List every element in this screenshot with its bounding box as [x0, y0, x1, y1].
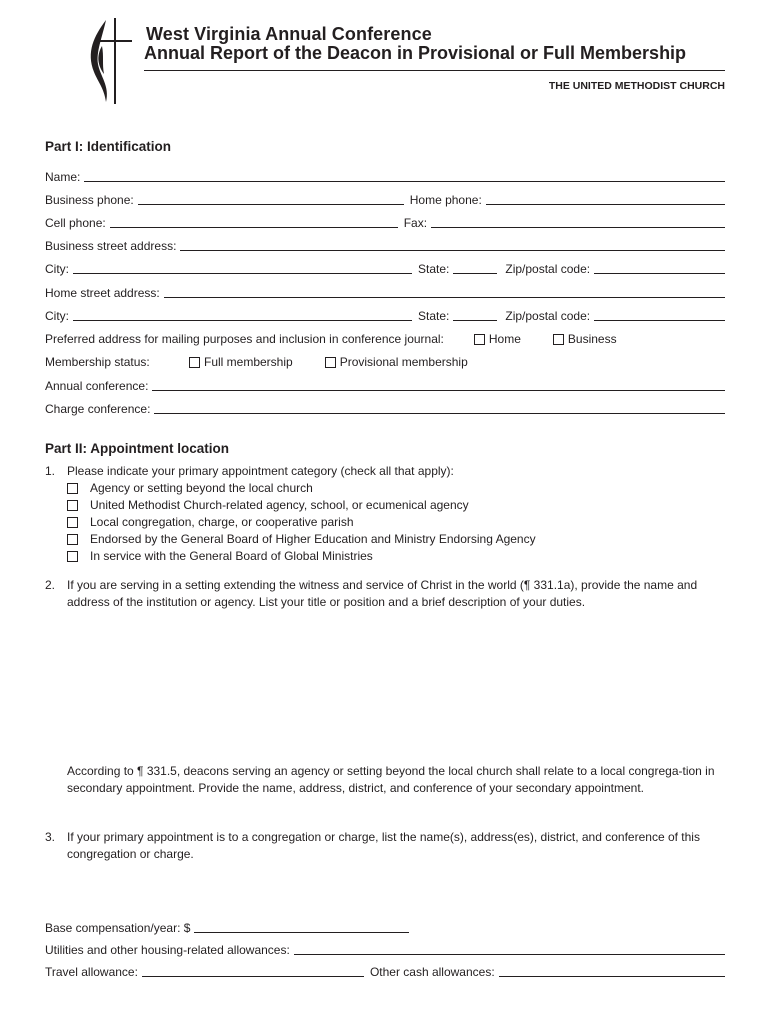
category-option[interactable]: [67, 498, 469, 512]
travel-allowance-field[interactable]: [142, 964, 364, 977]
question-2-text: If you are serving in a setting extending the witness and service of Christ in the world (¶ 331.1a), provide the name and address of the institution or agency. List your title or position and a brief description of your duties.: [67, 578, 698, 609]
business-address-field[interactable]: [180, 238, 725, 251]
business-option[interactable]: [553, 332, 617, 346]
category-label: Endorsed by the General Board of Higher Education and Ministry Endorsing Agency: [90, 532, 536, 546]
full-membership-label: Full membership: [204, 355, 293, 369]
category-label: In service with the General Board of Global Ministries: [90, 549, 373, 563]
home-address-field[interactable]: [164, 285, 725, 298]
question-1: [45, 463, 725, 480]
preferred-address-row: [45, 328, 725, 346]
question-3: [45, 829, 725, 863]
business-phone-field[interactable]: [138, 192, 404, 205]
full-membership-option[interactable]: [189, 355, 293, 369]
preferred-address-label: Preferred address for mailing purposes and inclusion in conference journal:: [45, 332, 444, 346]
fax-field[interactable]: [431, 215, 725, 228]
home-phone-label: Home phone:: [409, 193, 482, 207]
home-phone-field[interactable]: [486, 192, 725, 205]
other-cash-label: Other cash allowances:: [369, 965, 495, 979]
provisional-membership-label: Provisional membership: [339, 355, 468, 369]
name-field[interactable]: [84, 169, 725, 182]
home-option-label: Home: [488, 332, 521, 346]
home-city-row: [45, 305, 725, 323]
cell-fax-row: [45, 212, 725, 230]
allowances-row: [45, 961, 725, 979]
phone-row: [45, 189, 725, 207]
part1-title: Part I: Identification: [45, 139, 172, 154]
provisional-membership-option[interactable]: [325, 355, 468, 369]
business-address-label: Business street address:: [45, 239, 177, 253]
base-compensation-row: [45, 917, 409, 935]
category-option[interactable]: [67, 515, 354, 529]
annual-conference-label: Annual conference:: [45, 379, 149, 393]
zip-label: Zip/postal code:: [505, 262, 591, 276]
utilities-row: [45, 939, 725, 957]
header-divider: [144, 70, 725, 71]
membership-row: [45, 351, 725, 369]
home-option[interactable]: [474, 332, 521, 346]
city-label: City:: [45, 309, 69, 323]
name-row: [45, 166, 725, 184]
category-option[interactable]: [67, 532, 536, 546]
provisional-membership-checkbox[interactable]: [325, 357, 336, 368]
full-membership-checkbox[interactable]: [189, 357, 200, 368]
travel-allowance-label: Travel allowance:: [45, 965, 138, 979]
question-1-number: 1.: [45, 464, 56, 478]
question-3-number: 3.: [45, 830, 56, 844]
category-checkbox[interactable]: [67, 500, 78, 511]
question-1-text: Please indicate your primary appointment category (check all that apply):: [67, 464, 454, 478]
city-label: City:: [45, 262, 69, 276]
other-cash-field[interactable]: [499, 964, 725, 977]
fax-label: Fax:: [403, 216, 428, 230]
charge-conference-row: [45, 398, 725, 416]
business-checkbox[interactable]: [553, 334, 564, 345]
part2-title: Part II: Appointment location: [45, 441, 229, 456]
business-option-label: Business: [567, 332, 617, 346]
zip-label: Zip/postal code:: [505, 309, 591, 323]
annual-conference-row: [45, 375, 725, 393]
category-label: Agency or setting beyond the local church: [90, 481, 313, 495]
home-state-field[interactable]: [453, 308, 497, 321]
business-zip-field[interactable]: [594, 261, 725, 274]
home-zip-field[interactable]: [594, 308, 725, 321]
cell-phone-field[interactable]: [110, 215, 398, 228]
utilities-field[interactable]: [294, 942, 725, 955]
category-option[interactable]: [67, 549, 373, 563]
annual-conference-field[interactable]: [152, 378, 725, 391]
name-label: Name:: [45, 170, 81, 184]
business-state-field[interactable]: [453, 261, 497, 274]
home-city-field[interactable]: [73, 308, 412, 321]
report-title: Annual Report of the Deacon in Provisional or Full Membership: [144, 43, 687, 63]
category-checkbox[interactable]: [67, 534, 78, 545]
business-phone-label: Business phone:: [45, 193, 134, 207]
category-option[interactable]: [67, 481, 313, 495]
membership-status-label: Membership status:: [45, 355, 150, 369]
charge-conference-label: Charge conference:: [45, 402, 151, 416]
category-label: United Methodist Church-related agency, school, or ecumenical agency: [90, 498, 469, 512]
state-label: State:: [418, 262, 450, 276]
business-city-field[interactable]: [73, 261, 412, 274]
question-3-text: If your primary appointment is to a congregation or charge, list the name(s), address(es), district, and conference of this congregation or charge.: [67, 830, 700, 861]
business-city-row: [45, 258, 725, 276]
question-2-number: 2.: [45, 578, 56, 592]
base-compensation-field[interactable]: [194, 920, 409, 933]
state-label: State:: [418, 309, 450, 323]
home-checkbox[interactable]: [474, 334, 485, 345]
category-checkbox[interactable]: [67, 517, 78, 528]
base-compensation-label: Base compensation/year: $: [45, 921, 191, 935]
category-label: Local congregation, charge, or cooperative parish: [90, 515, 354, 529]
church-name: THE UNITED METHODIST CHURCH: [548, 80, 725, 92]
business-address-row: [45, 235, 725, 253]
home-address-row: [45, 282, 725, 300]
utilities-label: Utilities and other housing-related allowances:: [45, 943, 290, 957]
category-checkbox[interactable]: [67, 483, 78, 494]
question-2: [45, 577, 725, 611]
secondary-appointment-note: According to ¶ 331.5, deacons serving an agency or setting beyond the local church shall relate to a local congrega-tion in secondary appointment. Provide the name, address, district, and conference of your secondary appointment.: [67, 764, 715, 795]
cross-and-flame-logo: [84, 16, 134, 106]
home-address-label: Home street address:: [45, 286, 160, 300]
charge-conference-field[interactable]: [154, 401, 725, 414]
cell-phone-label: Cell phone:: [45, 216, 106, 230]
conference-name: West Virginia Annual Conference: [146, 24, 432, 44]
category-checkbox[interactable]: [67, 551, 78, 562]
